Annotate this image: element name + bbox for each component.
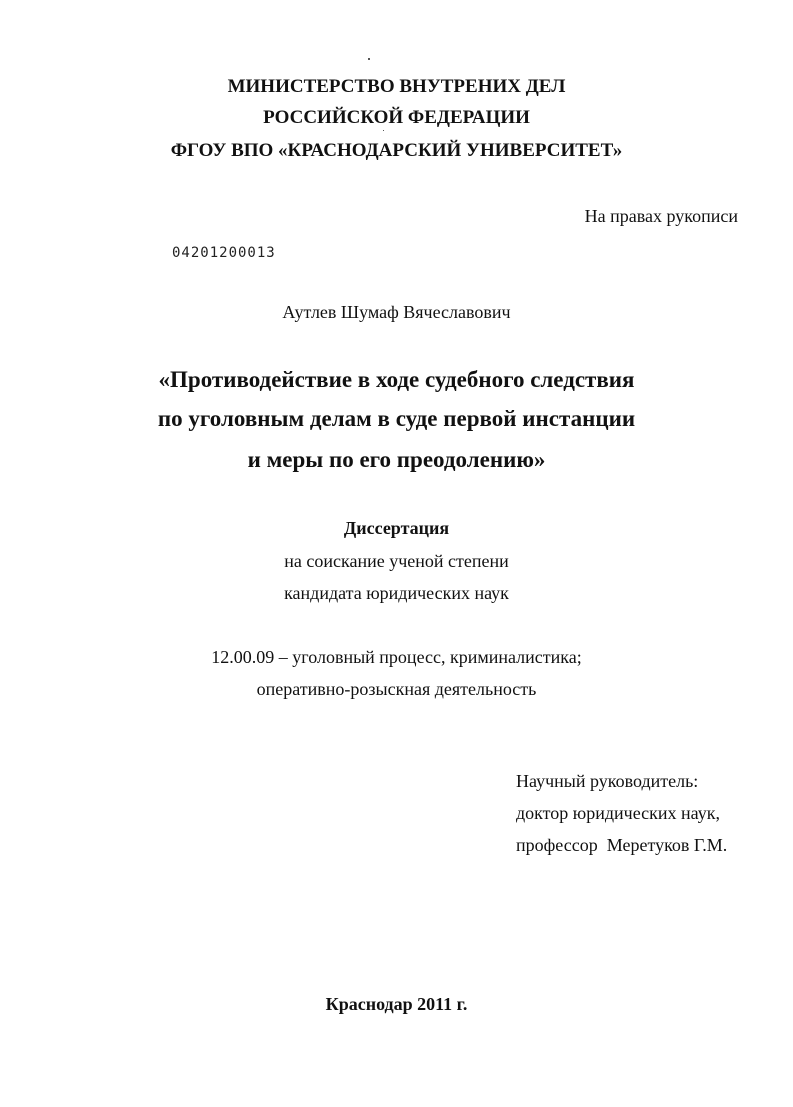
specialty-line-1: 12.00.09 – уголовный процесс, криминалистика; <box>211 647 582 667</box>
scan-speck <box>368 58 370 60</box>
specialty-line-2: оперативно-розыскная деятельность <box>256 679 537 699</box>
catalog-number: 04201200013 <box>172 245 276 261</box>
rights-note: На правах рукописи <box>584 206 738 226</box>
supervisor-degree: доктор юридических наук, <box>516 803 720 823</box>
supervisor-name: профессор Меретуков Г.М. <box>516 835 728 855</box>
author-name: Аутлев Шумаф Вячеславович <box>282 302 511 322</box>
ministry-header-line-1: МИНИСТЕРСТВО ВНУТРЕНИХ ДЕЛ <box>227 76 566 97</box>
degree-line-2: кандидата юридических наук <box>284 583 509 603</box>
place-year: Краснодар 2011 г. <box>325 994 468 1014</box>
supervisor-label: Научный руководитель: <box>516 771 699 791</box>
dissertation-title-line-2: по уголовным делам в суде первой инстанции <box>157 406 636 431</box>
university-header: ФГОУ ВПО «КРАСНОДАРСКИЙ УНИВЕРСИТЕТ» <box>170 140 623 161</box>
dissertation-title-line-1: «Противодействие в ходе судебного следствия <box>158 367 635 392</box>
work-type: Диссертация <box>343 518 450 538</box>
scan-speck <box>383 130 384 131</box>
dissertation-title-line-3: и меры по его преодолению» <box>247 447 546 472</box>
ministry-header-line-2: РОССИЙСКОЙ ФЕДЕРАЦИИ <box>263 107 530 128</box>
degree-line-1: на соискание ученой степени <box>284 551 509 571</box>
